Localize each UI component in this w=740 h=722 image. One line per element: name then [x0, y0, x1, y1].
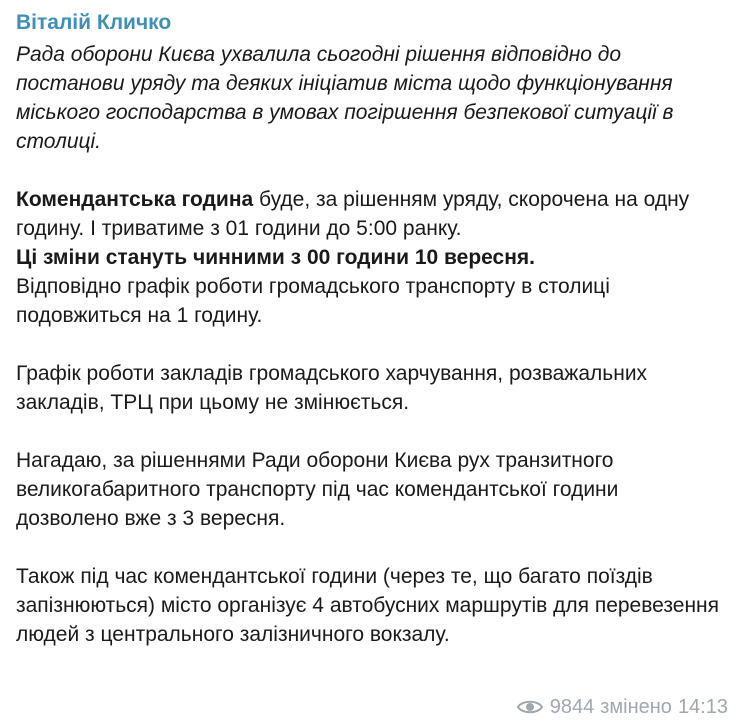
paragraph-gap — [16, 533, 724, 562]
eye-icon — [516, 698, 544, 716]
curfew-text: буде, за рішенням уряду, скорочена на одну годину. І триватиме з 01 години до 5:00 ранку. — [16, 188, 690, 240]
bus-routes-paragraph: Також під час комендантської години (через те, що багато поїздів запізнюються) місто організує 4 автобусних маршрутів для перевезення людей з центрального залізничного вокзалу. — [16, 565, 720, 646]
view-count: 9844 — [549, 695, 595, 718]
paragraph-gap — [16, 156, 724, 185]
paragraph-gap — [16, 417, 724, 446]
catering-paragraph: Графік роботи закладів громадського харчування, розважальних закладів, ТРЦ при цьому не змінюється. — [16, 362, 648, 414]
transit-paragraph: Нагадаю, за рішеннями Ради оборони Києва рух транзитного великогабаритного транспорту під час комендантської години дозволено вже з 3 вересня. — [16, 449, 619, 530]
curfew-effective-date: Ці зміни стануть чинними з 00 години 10 вересня. — [16, 246, 536, 269]
author-name[interactable]: Віталій Кличко — [16, 11, 172, 34]
message-time: 14:13 — [677, 695, 728, 718]
curfew-paragraph — [16, 185, 724, 243]
message-meta — [516, 694, 728, 720]
curfew-bold-text: Комендантська година — [16, 188, 254, 211]
transport-schedule-text: Відповідно графік роботи громадського транспорту в столиці подовжиться на 1 годину. — [16, 275, 610, 327]
edited-label: змінено — [600, 695, 672, 718]
intro-paragraph: Рада оборони Києва ухвалила сьогодні рішення відповідно до постанови уряду та деяких ініціатив міста щодо функціонування міського господарства в умовах погіршення безпекової ситуації в столиці. — [16, 43, 674, 153]
paragraph-gap — [16, 330, 724, 359]
